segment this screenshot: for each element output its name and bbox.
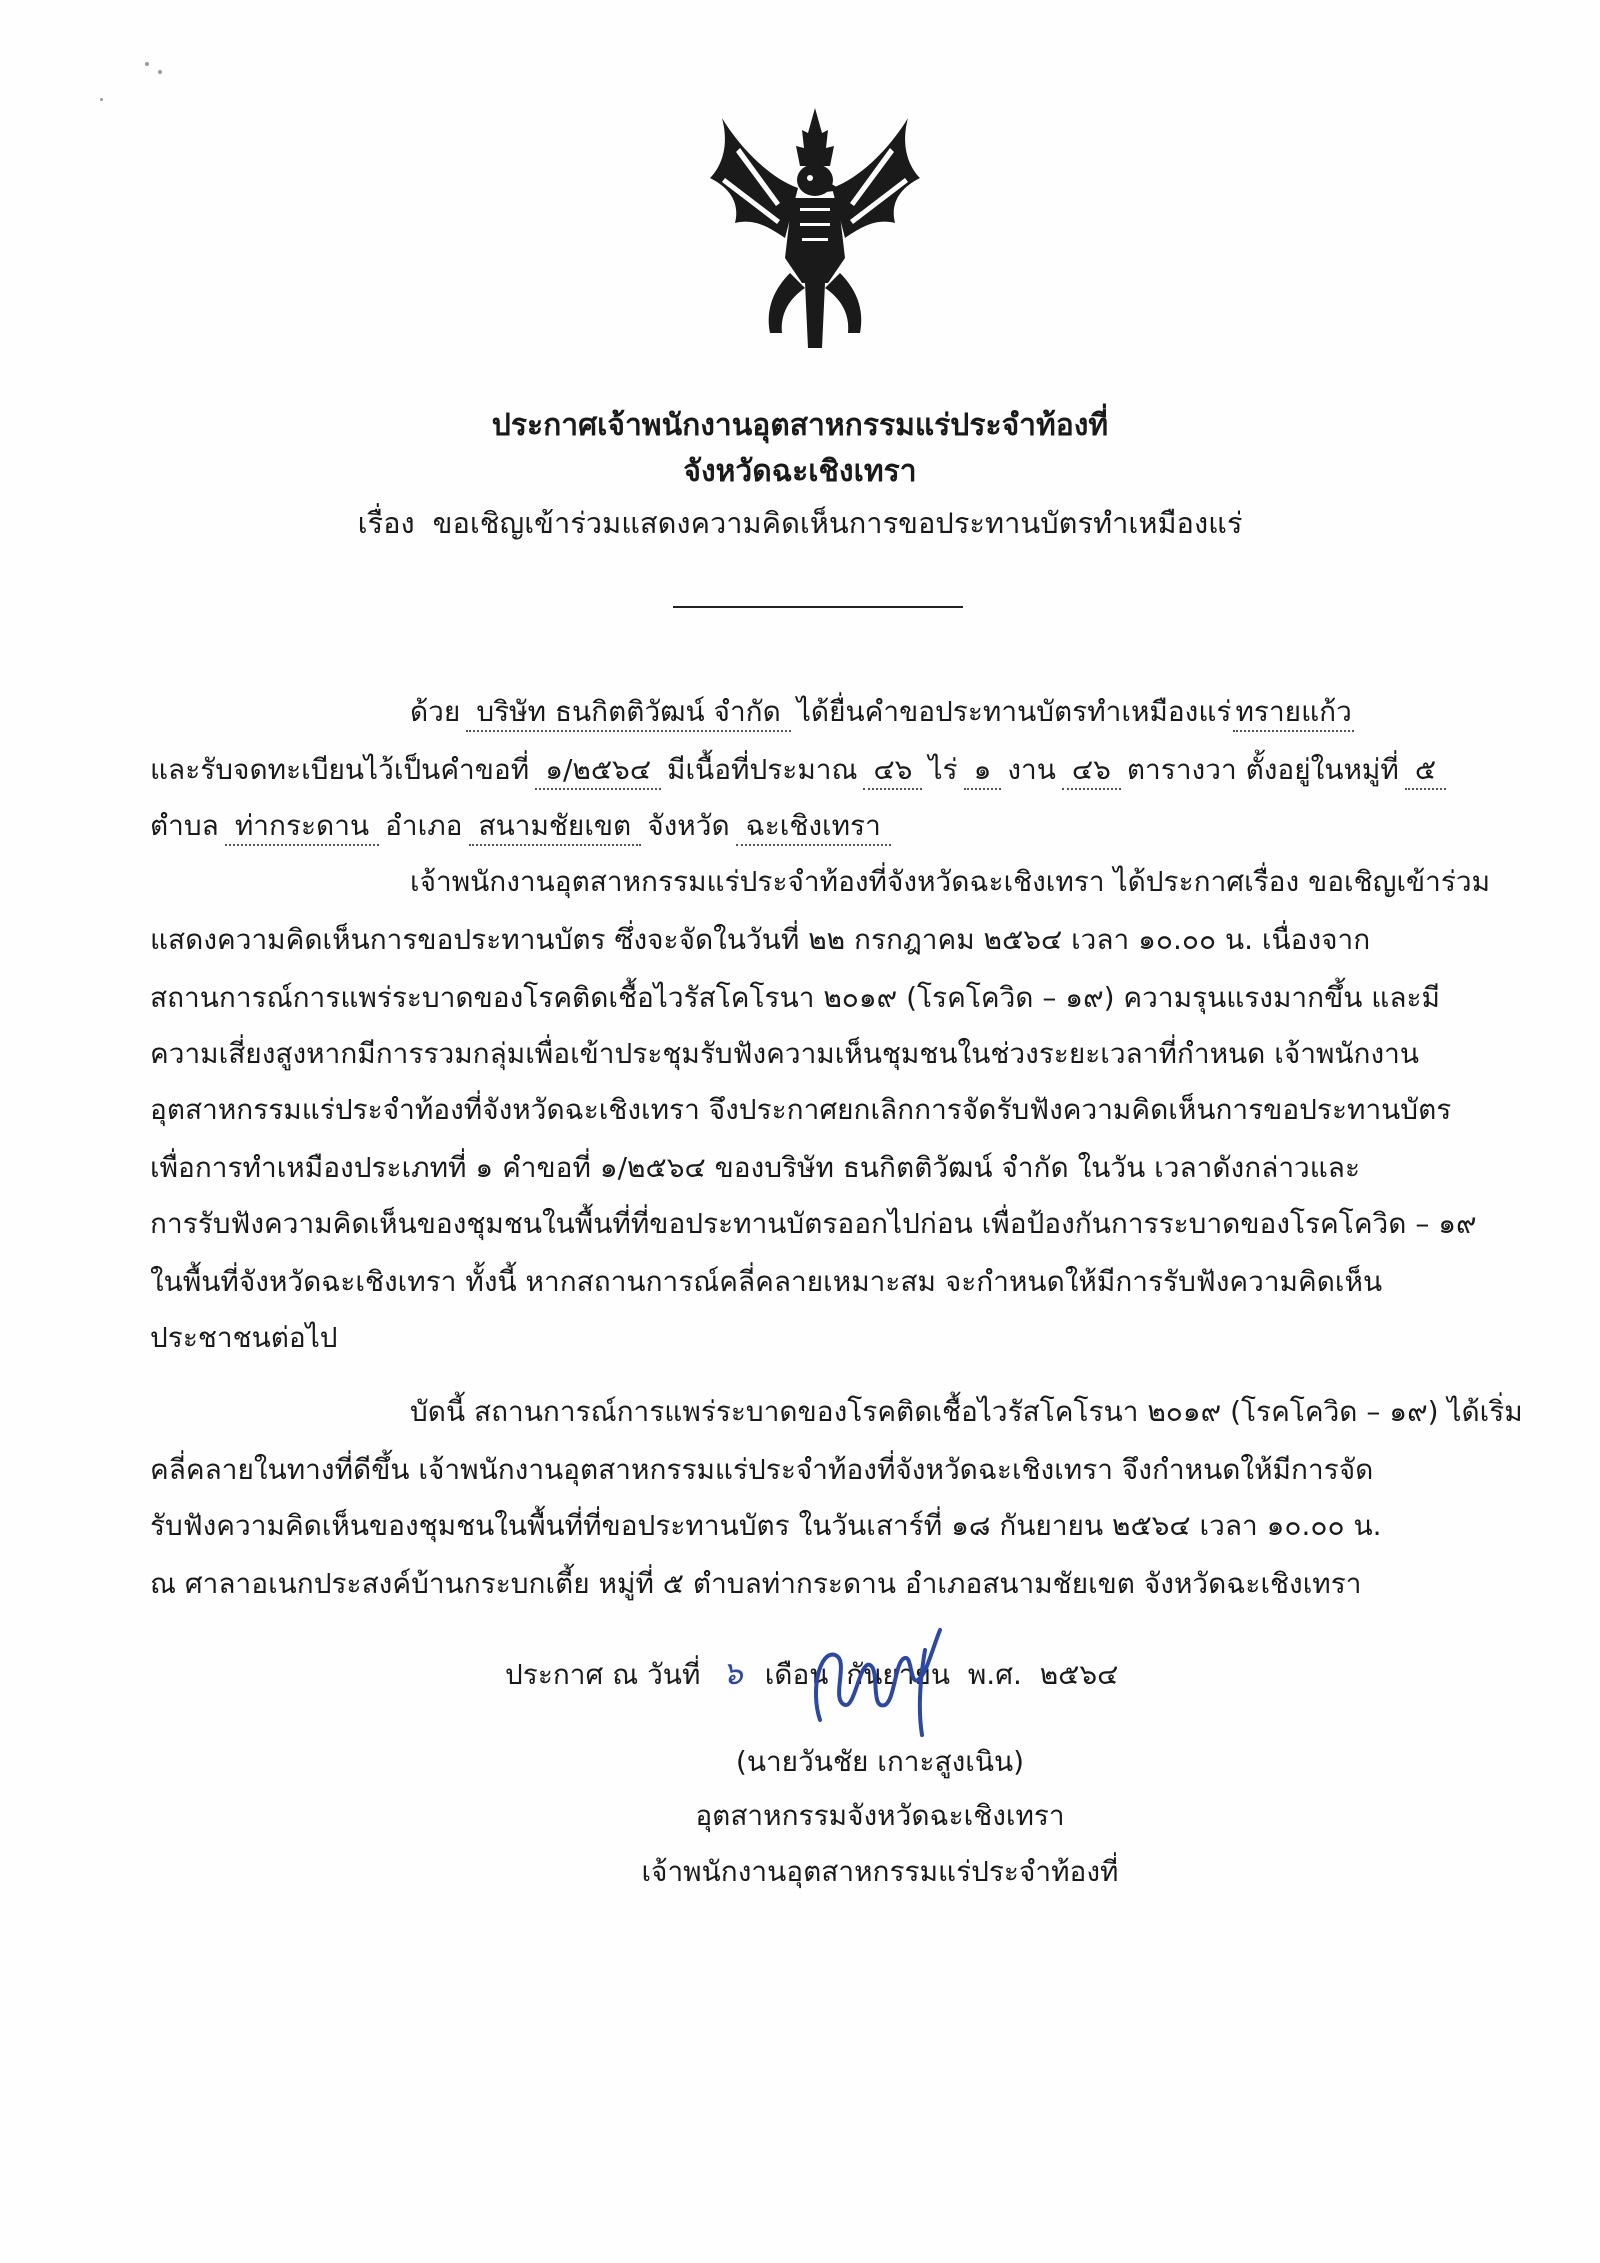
wa-label: ตารางวา — [1126, 753, 1237, 786]
para2-line: สถานการณ์การแพร่ระบาดของโรคติดเชื้อไวรัสโคโรนา ๒๐๑๙ (โรคโควิด – ๑๙) ความรุนแรงมากขึ้น และมี — [150, 981, 1440, 1014]
para2-line: เจ้าพนักงานอุตสาหกรรมแร่ประจำท้องที่จังหวัดฉะเชิงเทรา ได้ประกาศเรื่อง ขอเชิญเข้าร่วม — [410, 865, 1491, 898]
para2-line: อุตสาหกรรมแร่ประจำท้องที่จังหวัดฉะเชิงเทรา จึงประกาศยกเลิกการจัดรับฟังความคิดเห็นการขอประทานบัตร — [150, 1093, 1452, 1126]
garuda-emblem-icon — [710, 108, 920, 348]
wa-field: ๔๖ — [1062, 752, 1121, 790]
para2-line: เพื่อการทำเหมืองประเภทที่ ๑ คำขอที่ ๑/๒๕๖๔ ของบริษัท ธนกิตติวัฒน์ จำกัด ในวัน เวลาดังกล่าวและ — [150, 1151, 1361, 1184]
para3-line: บัดนี้ สถานการณ์การแพร่ระบาดของโรคติดเชื้อไวรัสโคโรนา ๒๐๑๙ (โรคโควิด – ๑๙) ได้เริ่ม — [410, 1395, 1523, 1428]
para1-mid: ได้ยื่นคำขอประทานบัตรทำเหมืองแร่ — [796, 695, 1232, 728]
announce-prefix: ประกาศ ณ วันที่ — [505, 1658, 701, 1691]
tambon-label: ตำบล — [150, 809, 219, 842]
announce-year: ๒๕๖๔ — [1039, 1658, 1119, 1691]
announce-day: ๖ — [722, 1654, 743, 1692]
request-label: และรับจดทะเบียนไว้เป็นคำขอที่ — [150, 753, 530, 786]
province-label: จังหวัด — [647, 809, 730, 842]
amphoe-field: สนามชัยเขต — [469, 808, 642, 846]
para3-line: รับฟังความคิดเห็นของชุมชนในพื้นที่ที่ขอประทานบัตร ในวันเสาร์ที่ ๑๘ กันยายน ๒๕๖๔ เวลา ๑๐.๐๐ น. — [150, 1509, 1382, 1542]
subject-label: เรื่อง — [357, 506, 415, 540]
moo-field: ๕ — [1405, 752, 1446, 790]
para2-line: ในพื้นที่จังหวัดฉะเชิงเทรา ทั้งนี้ หากสถานการณ์คลี่คลายเหมาะสม จะกำหนดให้มีการรับฟังความคิดเห็น — [150, 1265, 1383, 1298]
subject-text: ขอเชิญเข้าร่วมแสดงความคิดเห็นการขอประทานบัตรทำเหมืองแร่ — [432, 506, 1243, 540]
para3-line: ณ ศาลาอเนกประสงค์บ้านกระบกเตี้ย หมู่ที่ ๕ ตำบลท่ากระดาน อำเภอสนามชัยเขต จังหวัดฉะเชิงเทรา — [150, 1567, 1362, 1600]
tambon-field: ท่ากระดาน — [225, 808, 379, 846]
ngan-label: งาน — [1007, 753, 1056, 786]
para1-prefix: ด้วย — [410, 695, 461, 728]
year-label: พ.ศ. — [967, 1658, 1022, 1691]
para2-line: ความเสี่ยงสูงหากมีการรวมกลุ่มเพื่อเข้าประชุมรับฟังความเห็นชุมชนในช่วงระยะเวลาที่กำหนด เจ้าพนักงาน — [150, 1037, 1420, 1070]
title-line-2: จังหวัดฉะเชิงเทรา — [683, 454, 917, 489]
para1-line3 — [150, 808, 897, 846]
subject-line — [0, 500, 1600, 546]
province-field: ฉะเชิงเทรา — [736, 808, 891, 846]
scan-speck — [145, 62, 149, 66]
amphoe-label: อำเภอ — [385, 809, 463, 842]
signatory-position-2: เจ้าพนักงานอุตสาหกรรมแร่ประจำท้องที่ — [641, 1855, 1119, 1888]
ngan-field: ๑ — [964, 752, 1002, 790]
para2-line: การรับฟังความคิดเห็นของชุมชนในพื้นที่ที่ขอประทานบัตรออกไปก่อน เพื่อป้องกันการระบาดของโรคโควิด – ๑๙ — [150, 1207, 1477, 1240]
signatory-name: (นายวันชัย เกาะสูงเนิน) — [735, 1745, 1025, 1778]
title-divider — [673, 606, 963, 608]
company-field: บริษัท ธนกิตติวัฒน์ จำกัด — [466, 694, 791, 732]
signature-icon — [800, 1610, 960, 1740]
mineral-field: ทรายแก้ว — [1233, 694, 1353, 732]
title-line-1: ประกาศเจ้าพนักงานอุตสาหกรรมแร่ประจำท้องที่ — [491, 408, 1109, 443]
scan-speck — [158, 70, 162, 74]
para1-line2 — [150, 752, 1452, 790]
rai-field: ๔๖ — [863, 752, 922, 790]
month-label: เดือน — [764, 1658, 829, 1691]
para3-line: คลี่คลายในทางที่ดีขึ้น เจ้าพนักงานอุตสาหกรรมแร่ประจำท้องที่จังหวัดฉะเชิงเทรา จึงกำหนดให้มีการจัด — [150, 1453, 1374, 1486]
scan-speck — [100, 98, 103, 101]
moo-label: ตั้งอยู่ในหมู่ที่ — [1245, 753, 1399, 786]
para1-line1 — [410, 694, 1360, 732]
para2-line: แสดงความคิดเห็นการขอประทานบัตร ซึ่งจะจัดในวันที่ ๒๒ กรกฎาคม ๒๕๖๔ เวลา ๑๐.๐๐ น. เนื่องจาก — [150, 923, 1371, 956]
area-label: มีเนื้อที่ประมาณ — [667, 753, 858, 786]
para2-line: ประชาชนต่อไป — [150, 1321, 338, 1354]
rai-label: ไร่ — [928, 753, 958, 786]
announce-month: กันยายน — [846, 1658, 951, 1691]
request-no-field: ๑/๒๕๖๔ — [535, 752, 661, 790]
signatory-position-1: อุตสาหกรรมจังหวัดฉะเชิงเทรา — [695, 1799, 1065, 1832]
